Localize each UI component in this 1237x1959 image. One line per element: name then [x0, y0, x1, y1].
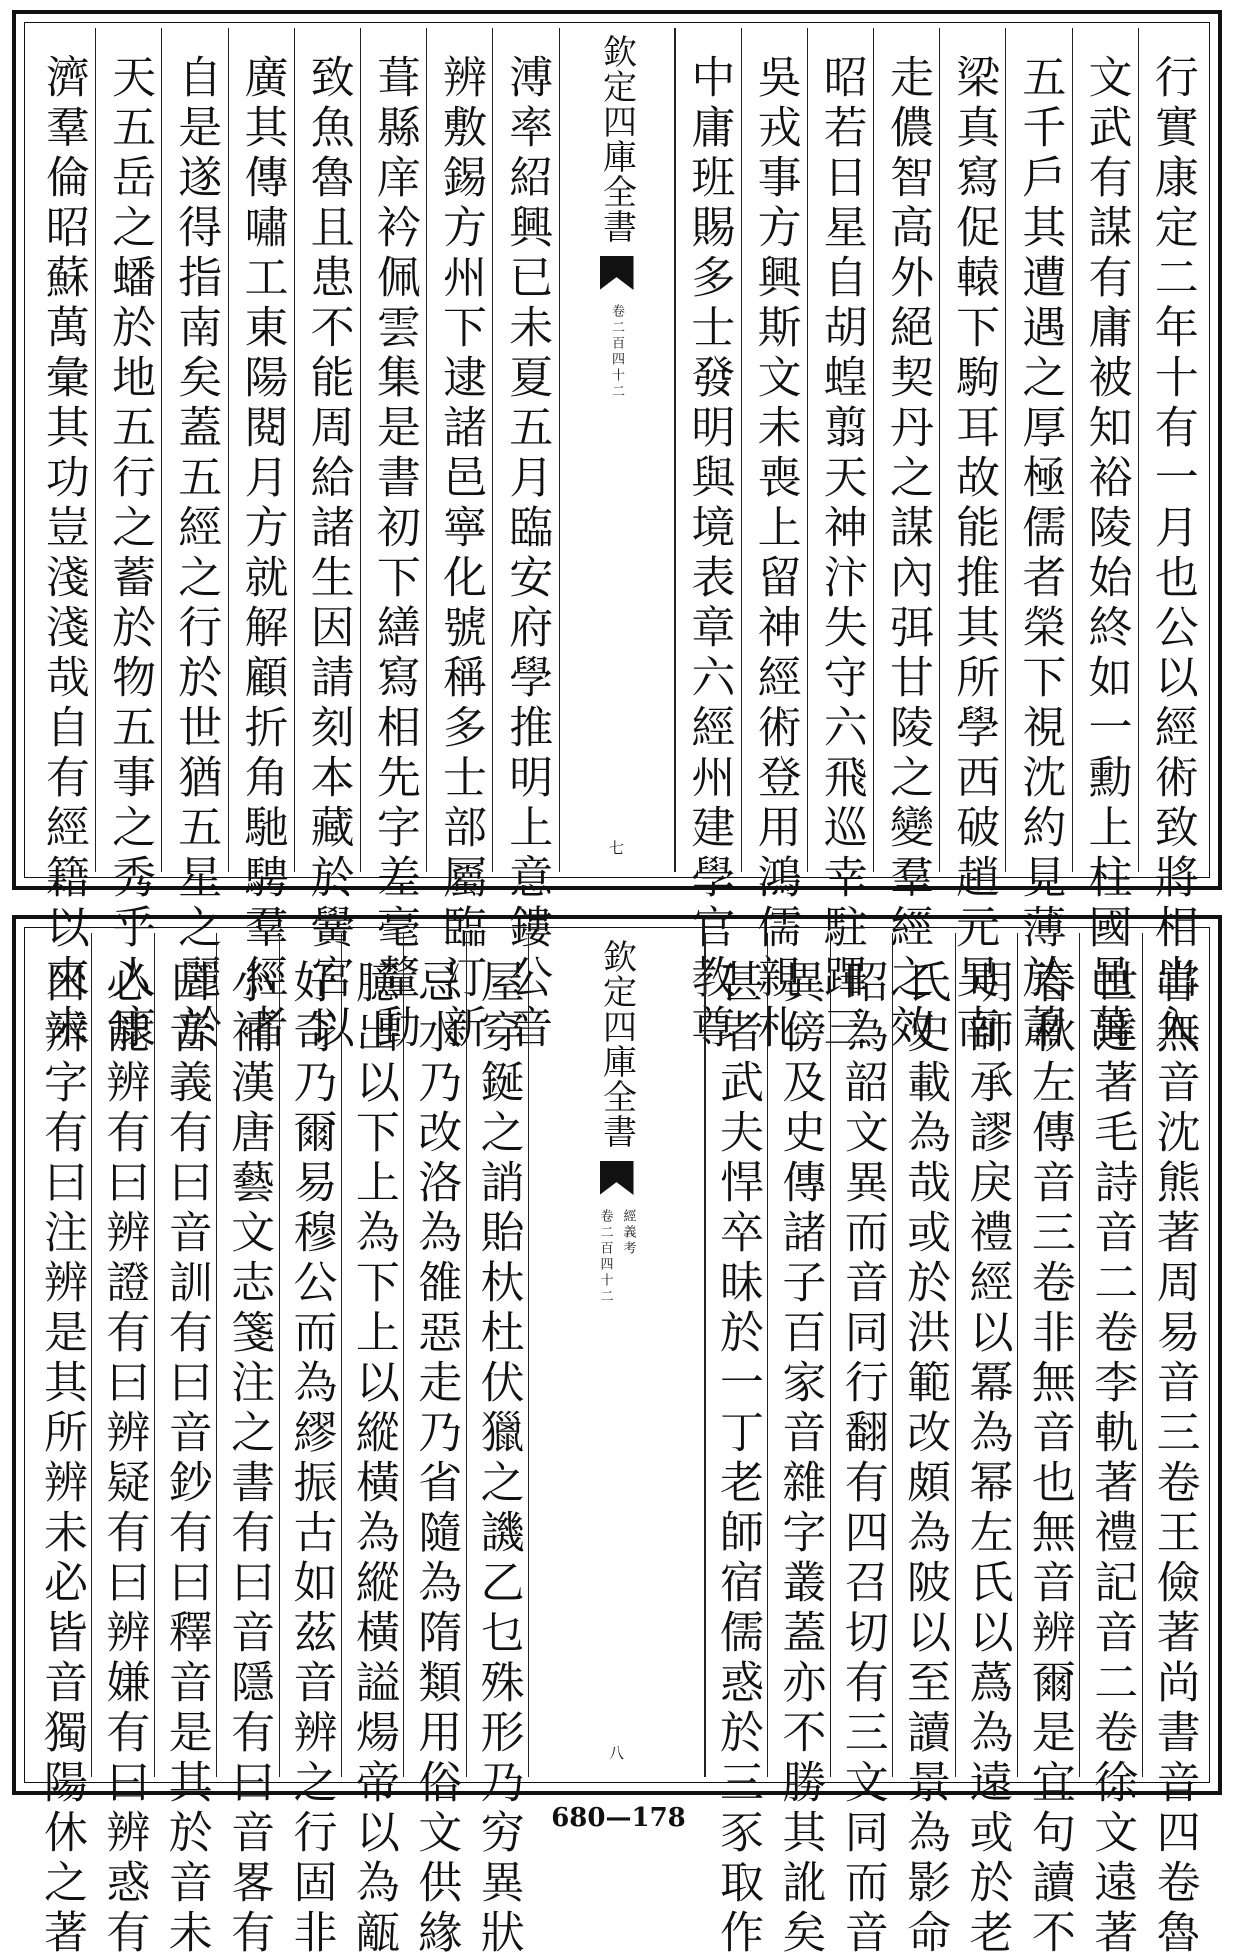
column-text: 明師承謬戾禮經以冪為幂左氏以蔿為遠或於老 — [961, 959, 1013, 1959]
column-text: 曰音義有曰音訓有曰音鈔有曰釋音是其於音未 — [160, 959, 212, 1959]
text-column — [492, 28, 558, 1054]
leaf-number: 七 — [608, 839, 624, 857]
column-text: 昭為韶文異而音同行翻有四召切有三文同而音 — [836, 959, 888, 1959]
column-text: 氏史載為哉或於洪範改頗為陂以至讀景為影命 — [899, 959, 951, 1959]
text-column — [675, 28, 741, 1054]
text-column — [426, 28, 492, 1054]
text-column — [30, 933, 91, 1959]
book-title: 欽定四庫全書 — [596, 939, 637, 1149]
text-column — [1017, 933, 1079, 1959]
column-text: 走儂智高外絕契丹之謀內弭甘陵之變羣經之效 — [881, 54, 933, 1054]
text-column — [741, 28, 807, 1054]
text-column — [1142, 933, 1204, 1959]
text-column — [1079, 933, 1141, 1959]
column-text: 葺縣庠衿佩雲集是書初下繕寫相先字差毫釐動 — [368, 54, 420, 1054]
column-text: 文武有謀有庸被知裕陵始終如一勳上柱國邑萬 — [1080, 54, 1132, 1054]
text-column — [892, 933, 954, 1959]
text-column — [1072, 28, 1138, 1054]
column-text: 中庸班賜多士發明與境表章六經州建學官教尊 — [683, 54, 735, 1054]
column-text: 臆出以下上為下上以縱橫為縱橫謚煬帝以為甋 — [347, 959, 399, 1959]
text-column — [1005, 28, 1071, 1054]
book-title: 欽定四庫全書 — [596, 34, 637, 244]
column-text: 好奇乃爾易穆公而為繆振古如茲音辨之行固非 — [285, 959, 337, 1959]
text-column — [466, 933, 528, 1959]
text-column — [279, 933, 341, 1959]
text-column — [216, 933, 278, 1959]
column-text: 辨敷錫方州下逮諸邑寧化號稱多士部屬臨汀新 — [435, 54, 487, 1054]
text-column — [830, 933, 892, 1959]
block-center-margin — [559, 28, 675, 872]
text-column — [91, 933, 153, 1959]
column-text: 溥率紹興已未夏五月臨安府學推明上意鏤公音 — [501, 54, 553, 1054]
column-text: 春秋左傳音三卷非無音也無音辨爾是宜句讀不 — [1023, 959, 1075, 1959]
column-text: 自是遂得指南矣蓋五經之行於世猶五星之麗於 — [170, 54, 222, 1054]
column-text: 天五岳之蟠於地五行之蓄於物五事之秀乎人康 — [104, 54, 156, 1054]
page-number: 680—178 — [551, 1803, 686, 1833]
text-column — [807, 28, 873, 1054]
column-text: 甞無音沈熊著周易音三卷王儉著尚書音四卷魯 — [1148, 959, 1200, 1959]
center-meta — [607, 304, 626, 400]
fish-tail-mark — [600, 1161, 634, 1195]
column-text: 忌水乃改洛為雒惡走乃省隨為隋類用俗文供緣 — [410, 959, 462, 1959]
juan-number: 卷二百四十二 — [597, 1209, 613, 1305]
column-text: 甚者武夫悍卒昧於一丁老師宿儒惑於三豕取作 — [711, 959, 763, 1959]
text-column — [955, 933, 1017, 1959]
column-text: 行實康定二年十有一月也公以經術致將相出入 — [1146, 54, 1198, 1054]
text-column — [95, 28, 161, 1054]
column-text: 濟羣倫昭蘇萬彙其功豈淺淺哉自有經籍以來未 — [37, 54, 89, 1054]
column-text: 五千戶其遭遇之厚極儒者榮下視沈約見薄於蕭 — [1014, 54, 1066, 1054]
column-text: 梁真寫促轅下駒耳故能推其所學西破趙元昊南 — [948, 54, 1000, 1054]
column-text: 曰辨字有曰注辨是其所辨未必皆音獨陽休之著 — [35, 959, 87, 1959]
text-column — [294, 28, 360, 1054]
text-column — [939, 28, 1005, 1054]
column-text: 廣其傳嘯工東陽閱月方就解顧折角馳騁羣經者 — [236, 54, 288, 1054]
column-text: 異傍及史傳諸子百家音雜字叢蓋亦不勝其訛矣 — [774, 959, 826, 1959]
book-name: 經義考 — [620, 1209, 636, 1257]
column-text: 世達著毛詩音二卷李軌著禮記音二卷徐文遠著 — [1086, 959, 1138, 1959]
leaf-number: 八 — [608, 1744, 624, 1762]
top-page-panel — [12, 10, 1222, 1054]
text-column — [161, 28, 227, 1054]
column-text: 致魚魯且患不能周給諸生因請刻本藏於黌宮以 — [302, 54, 354, 1054]
text-column — [873, 28, 939, 1054]
top-column-row — [30, 28, 1204, 1054]
text-column — [360, 28, 426, 1054]
text-column — [767, 933, 829, 1959]
text-column — [341, 933, 403, 1959]
column-text: 昭若日星自胡蝗翦天神汴失守六飛巡幸駐蹕三 — [815, 54, 867, 1054]
block-center-margin — [528, 933, 705, 1777]
column-text: 屋穿鋋之誚貽杕杜伏獵之譏乙乜殊形乃穷異狀 — [472, 959, 524, 1959]
column-text: 吳戎事方興斯文未喪上留神經術登用鴻儒親札 — [749, 54, 801, 1054]
text-column — [1138, 28, 1204, 1054]
text-column — [705, 933, 767, 1959]
fish-tail-mark — [600, 256, 634, 290]
text-column — [228, 28, 294, 1054]
text-column — [403, 933, 465, 1959]
column-text: 小補漢唐藝文志箋注之書有曰音隱有曰音畧有 — [223, 959, 275, 1959]
text-column — [154, 933, 216, 1959]
center-meta — [596, 1209, 638, 1305]
juan-number: 卷二百四十二 — [609, 304, 624, 400]
column-text: 必能辨有曰辨證有曰辨疑有曰辨嫌有曰辨惑有 — [98, 959, 150, 1959]
text-column — [30, 28, 95, 1054]
